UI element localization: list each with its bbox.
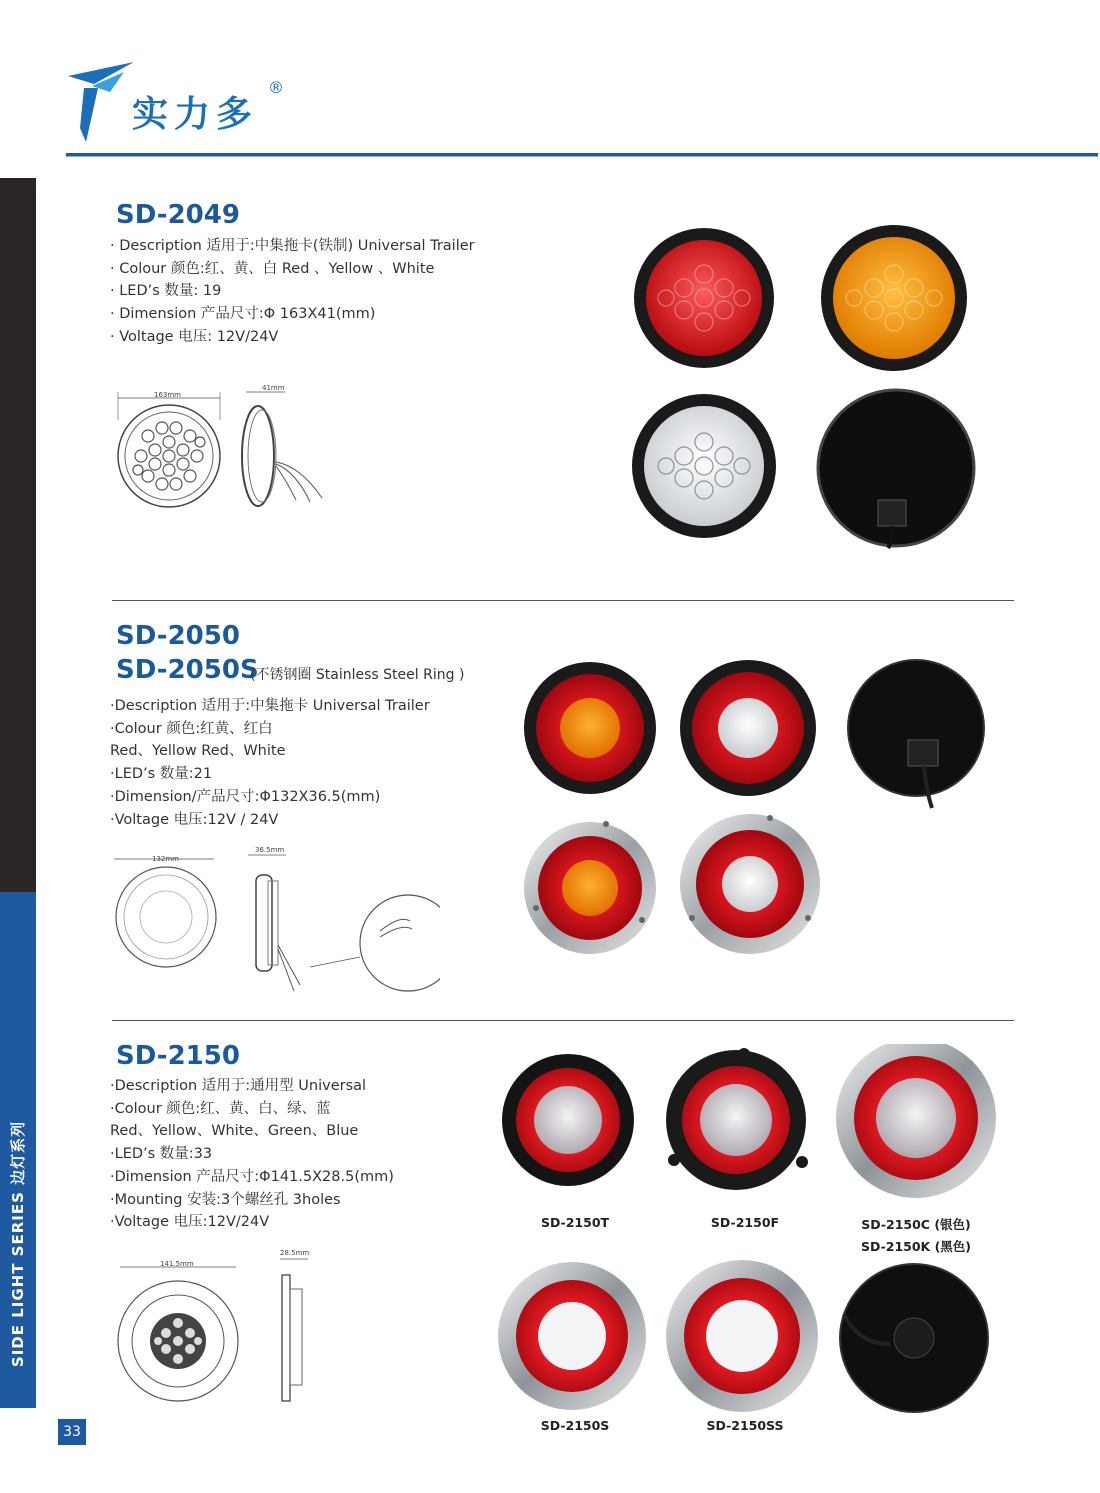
lamp-back xyxy=(818,390,974,548)
dim-width-sd2050: 132mm xyxy=(152,855,179,863)
product-photos-sd2049 xyxy=(630,222,980,552)
brand-name: 实力多 xyxy=(132,94,259,135)
product-title-sd2150: SD-2150 xyxy=(116,1041,240,1071)
spec-line: ·LED’s 数量:33 xyxy=(110,1146,213,1163)
section-divider xyxy=(112,1020,1014,1021)
dim-width-sd2150: 141.5mm xyxy=(160,1260,194,1268)
subtitle-note: (不锈钢圈 Stainless Steel Ring ) xyxy=(250,667,465,683)
spec-line: ·Mounting 安装:3个螺丝孔 3holes xyxy=(110,1191,341,1208)
spec-line: · LED’s 数量: 19 xyxy=(110,283,222,300)
variant-label: SD-2150K (黑色) xyxy=(860,1239,972,1254)
registered-mark: ® xyxy=(268,78,284,97)
spec-list-sd2150 xyxy=(110,1075,394,1234)
spec-line: ·Description 适用于:中集拖卡 Universal Trailer xyxy=(110,698,430,714)
variant-label: SD-2150SS xyxy=(706,1418,784,1433)
spec-line: ·Colour 颜色:红黄、红白 xyxy=(110,720,273,737)
spec-line: Red、Yellow、White、Green、Blue xyxy=(110,1123,359,1140)
product-title-sd2049: SD-2049 xyxy=(116,200,240,230)
spec-line: ·LED’s 数量:21 xyxy=(110,766,213,783)
dim-depth-sd2150: 28.5mm xyxy=(280,1249,310,1257)
spec-line: ·Description 适用于:通用型 Universal xyxy=(110,1078,367,1094)
sidebar-series-label: SIDE LIGHT SERIES 边灯系列 xyxy=(9,1120,27,1368)
dim-width-sd2049: 163mm xyxy=(154,391,181,399)
dim-depth-sd2049: 41mm xyxy=(262,384,285,392)
variant-label: SD-2150S xyxy=(540,1418,610,1433)
variant-label: SD-2150F xyxy=(710,1215,780,1230)
spec-line: ·Dimension 产品尺寸:Φ141.5X28.5(mm) xyxy=(110,1168,394,1185)
lamp-white xyxy=(632,394,776,538)
product-photos-sd2050 xyxy=(522,656,1012,956)
dimension-drawing-sd2150 xyxy=(110,1245,330,1405)
spec-line: Red、Yellow Red、White xyxy=(110,743,286,760)
spec-line: · Colour 颜色:红、黄、白 Red 、Yellow 、White xyxy=(110,260,435,277)
product-title-sd2050: SD-2050 xyxy=(116,621,240,651)
page-number: 33 xyxy=(58,1419,86,1445)
spec-line: · Voltage 电压: 12V/24V xyxy=(110,328,279,345)
dimension-drawing-sd2050 xyxy=(110,845,440,995)
spec-line: ·Voltage 电压:12V / 24V xyxy=(110,811,279,828)
variant-label: SD-2150T xyxy=(540,1215,610,1230)
lamp-red xyxy=(634,228,774,368)
spec-line: · Description 适用于:中集拖卡(铁制) Universal Trailer xyxy=(110,238,475,254)
sidebar-dark-band xyxy=(0,178,36,892)
spec-line: · Dimension 产品尺寸:Φ 163X41(mm) xyxy=(110,306,376,323)
spec-line: ·Voltage 电压:12V/24V xyxy=(110,1214,270,1231)
spec-line: ·Colour 颜色:红、黄、白、绿、蓝 xyxy=(110,1100,331,1117)
spec-line: ·Dimension/产品尺寸:Φ132X36.5(mm) xyxy=(110,788,381,805)
variant-label: SD-2150C (银色) xyxy=(861,1217,971,1232)
dim-depth-sd2050: 36.5mm xyxy=(255,846,285,854)
dimension-drawing-sd2049 xyxy=(110,380,340,520)
section-divider xyxy=(112,600,1014,601)
spec-list-sd2049 xyxy=(110,235,475,349)
spec-list-sd2050 xyxy=(110,695,430,831)
lamp-amber xyxy=(821,225,967,371)
product-subtitle-sd2050s: SD-2050S xyxy=(116,655,259,685)
header-rule xyxy=(66,153,1098,157)
